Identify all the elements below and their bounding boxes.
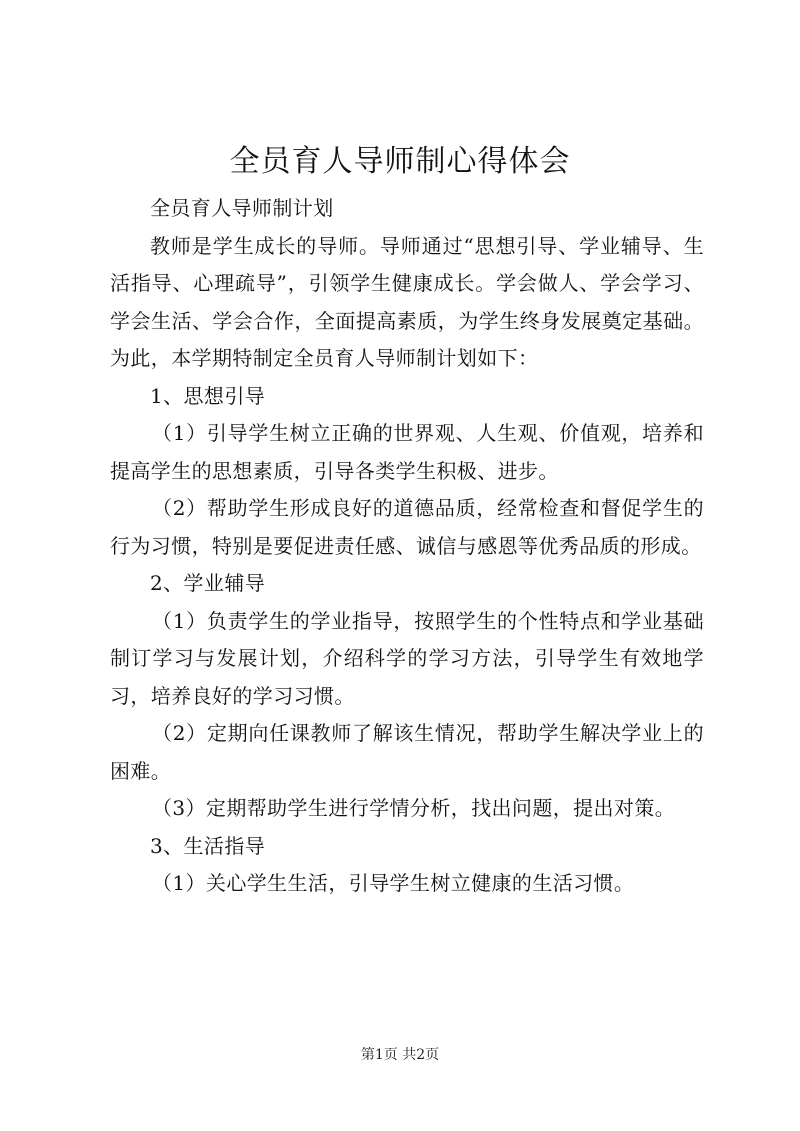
subtitle-paragraph: 全员育人导师制计划 xyxy=(150,196,334,220)
section-heading-1: 1、思想引导 xyxy=(150,383,266,408)
document-title: 全员育人导师制心得体会 xyxy=(229,144,571,179)
page-footer: 第1页 共2页 xyxy=(360,1047,440,1063)
list-item-2-2: （2）定期向任课教师了解该生情况，帮助学生解决学业上的困难。 xyxy=(110,721,704,783)
list-item-1-2: （2）帮助学生形成良好的道德品质，经常检查和督促学生的行为习惯，特别是要促进责任感、诚信与感恩等优秀品质的形成。 xyxy=(110,496,704,558)
list-item-1-1: （1）引导学生树立正确的世界观、人生观、价值观，培养和提高学生的思想素质，引导各类学生积极、进步。 xyxy=(110,421,704,483)
section-heading-3: 3、生活指导 xyxy=(150,833,266,858)
list-item-2-3: （3）定期帮助学生进行学情分析，找出问题，提出对策。 xyxy=(152,796,676,820)
list-item-3-1: （1）关心学生生活，引导学生树立健康的生活习惯。 xyxy=(152,871,635,895)
intro-paragraph: 教师是学生成长的导师。导师通过“思想引导、学业辅导、生活指导、心理疏导”，引领学生健康成长。学会做人、学会学习、学会生活、学会合作，全面提高素质，为学生终身发展奠定基础。为此，本学期特制定全员育人导师制计划如下： xyxy=(110,233,704,370)
list-item-2-1: （1）负责学生的学业指导，按照学生的个性特点和学业基础制订学习与发展计划，介绍科学的学习方法，引导学生有效地学习，培养良好的学习习惯。 xyxy=(110,608,704,708)
document-body xyxy=(110,190,704,903)
section-heading-2: 2、学业辅导 xyxy=(150,571,266,595)
